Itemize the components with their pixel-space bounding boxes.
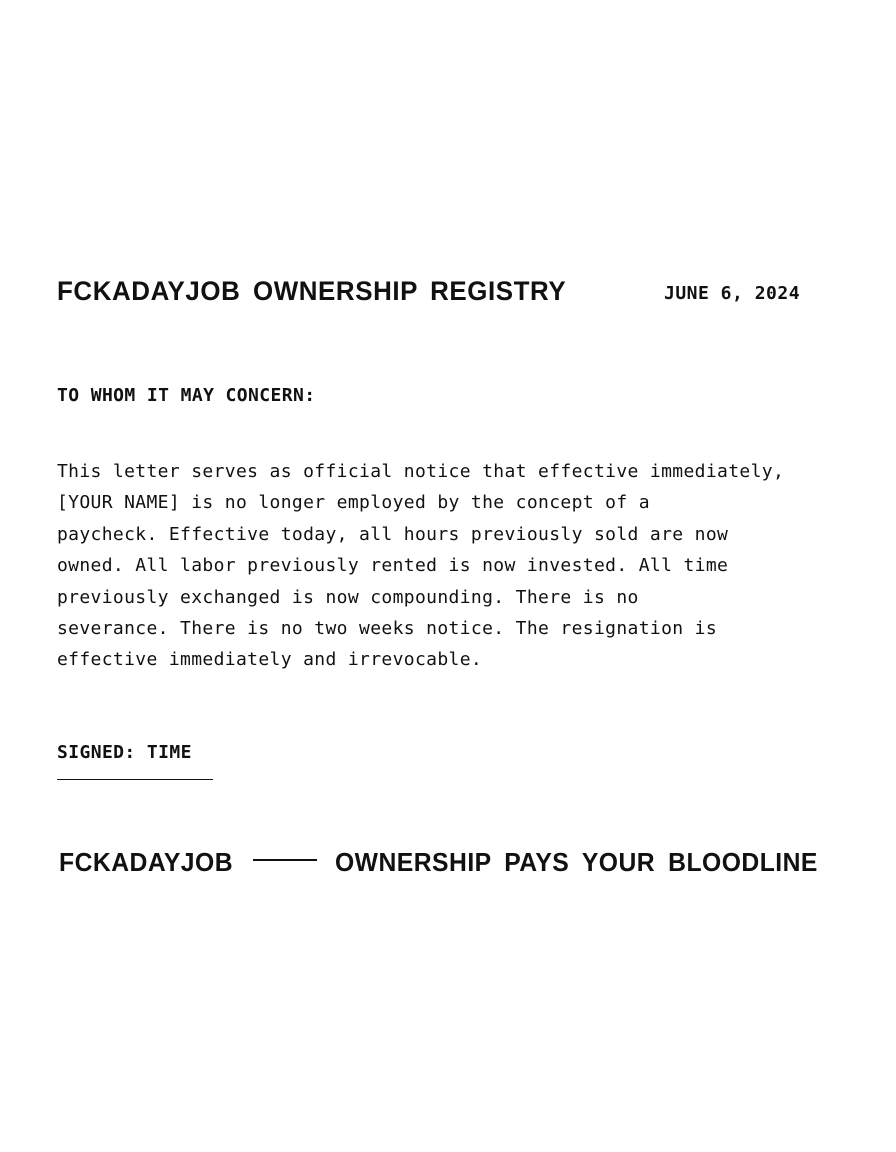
footer xyxy=(59,847,849,881)
registry-title: FCKADAYJOB OWNERSHIP REGISTRY xyxy=(57,276,567,306)
footer-brand: FCKADAYJOB xyxy=(59,847,234,877)
signature-line xyxy=(57,779,213,780)
letter-body-line: [YOUR NAME] is no longer employed by the concept of a xyxy=(57,492,650,514)
letter-body-line: effective immediately and irrevocable. xyxy=(57,649,483,671)
letter-body-line: severance. There is no two weeks notice. The resignation is xyxy=(57,618,718,640)
letter-body-line: owned. All labor previously rented is now invested. All time xyxy=(57,555,729,577)
salutation: TO WHOM IT MAY CONCERN: xyxy=(57,385,316,406)
signature-label: SIGNED: TIME xyxy=(57,742,192,763)
letter-body-line: paycheck. Effective today, all hours previously sold are now xyxy=(57,523,729,545)
footer-tagline: OWNERSHIP PAYS YOUR BLOODLINE xyxy=(335,847,818,877)
footer-dash-divider xyxy=(253,859,317,861)
letter-body xyxy=(57,456,857,676)
letter-body-line: previously exchanged is now compounding. There is no xyxy=(57,586,639,608)
signature-block xyxy=(57,742,192,763)
letter-header xyxy=(57,276,847,310)
letter-date: JUNE 6, 2024 xyxy=(664,283,801,304)
letter-body-line: This letter serves as official notice that effective immediately, xyxy=(57,461,785,482)
